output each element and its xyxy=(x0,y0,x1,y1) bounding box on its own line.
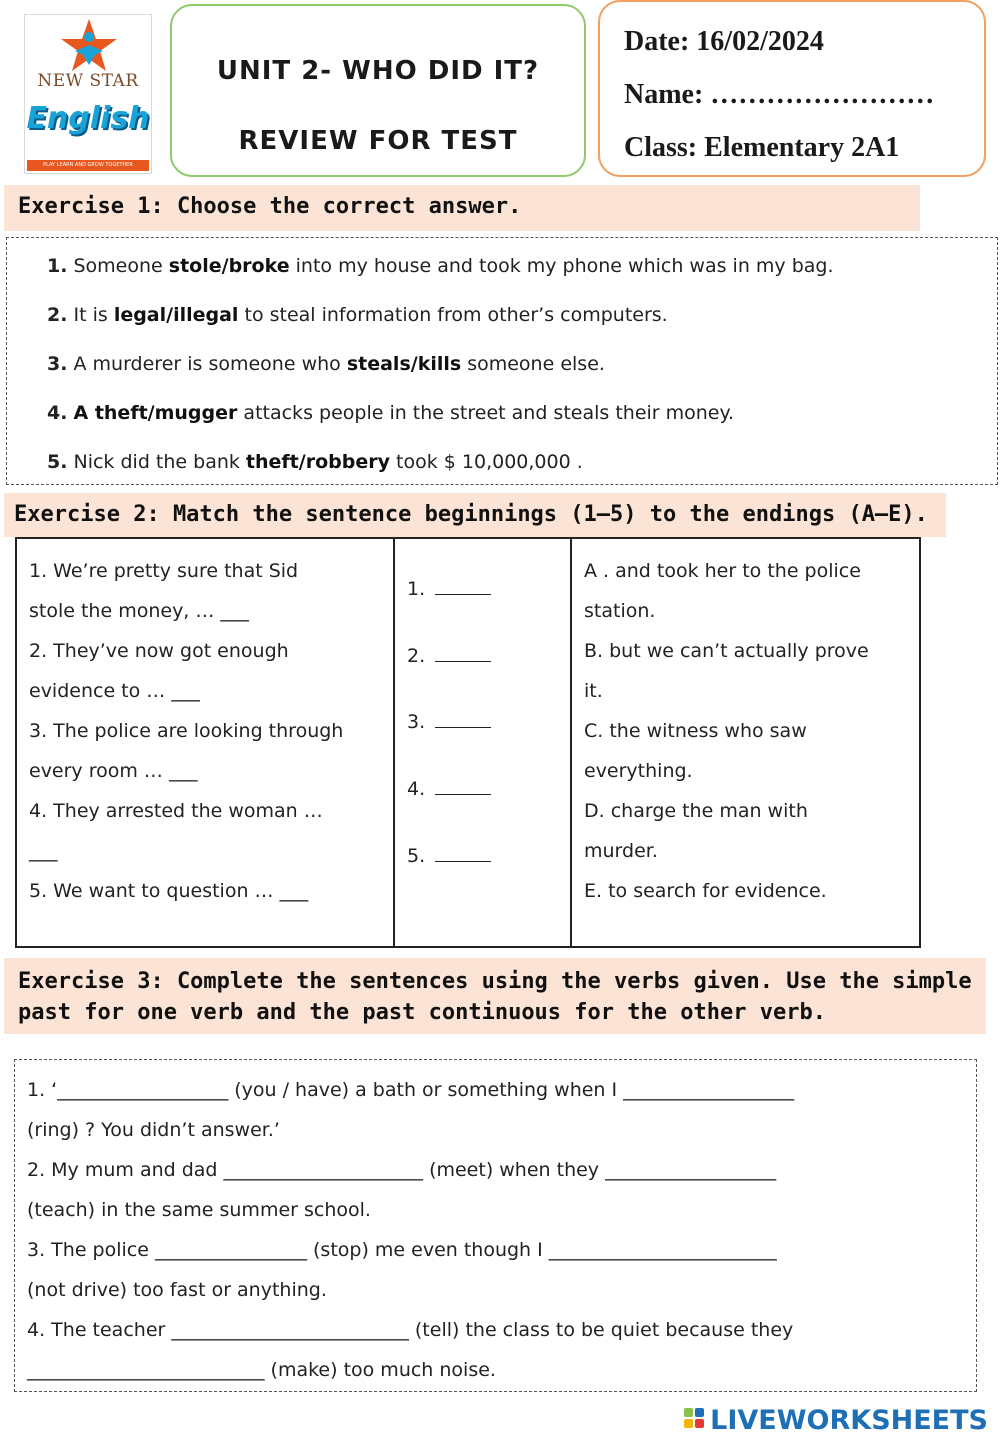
fill-in-line: (ring) ? You didn’t answer.’ xyxy=(27,1119,280,1141)
beginning-line: 2. They’ve now got enough xyxy=(29,640,289,662)
fill-in-line[interactable]: 1. ‘__________________ (you / have) a bath or something when I __________________ xyxy=(27,1079,795,1101)
logo-text-english: English xyxy=(26,101,150,136)
exercise-1-item[interactable]: 4. A theft/mugger attacks people in the street and steals their money. xyxy=(47,402,735,424)
exercise-1-box xyxy=(6,237,998,485)
fill-in-line[interactable]: 4. The teacher _________________________ (tell) the class to be quiet because they xyxy=(27,1319,794,1341)
name-field[interactable]: Name: …………………… xyxy=(624,79,935,110)
answer-slot[interactable]: 3. xyxy=(407,710,491,733)
answer-blank[interactable] xyxy=(435,710,491,728)
choice-options[interactable]: steals/kills xyxy=(346,353,462,375)
beginning-line: 4. They arrested the woman … xyxy=(29,800,323,822)
class-field: Class: Elementary 2A1 xyxy=(624,132,900,163)
page-subtitle: REVIEW FOR TEST xyxy=(238,126,518,156)
liveworksheets-brand xyxy=(684,1402,988,1438)
ending-line: B. but we can’t actually prove xyxy=(584,640,869,662)
ending-line: it. xyxy=(584,680,603,702)
sentence-beginnings xyxy=(29,551,384,911)
column-divider xyxy=(393,539,395,946)
exercise-3-heading-line: Exercise 3: Complete the sentences using the verbs given. Use the simple xyxy=(18,969,972,994)
beginning-line: stole the money, … ___ xyxy=(29,600,249,622)
sentence-endings xyxy=(584,551,914,911)
logo-tagline: PLAY LEARN AND GROW TOGETHER xyxy=(27,160,149,171)
fill-in-line[interactable]: _________________________ (make) too much noise. xyxy=(27,1359,496,1381)
title-box xyxy=(170,4,586,177)
answer-slot[interactable]: 2. xyxy=(407,644,491,667)
choice-options[interactable]: A theft/mugger xyxy=(73,402,238,424)
student-info-box xyxy=(598,0,986,177)
exercise-1-item[interactable]: 1. Someone stole/broke into my house and took my phone which was in my bag. xyxy=(47,255,834,277)
fill-in-line: (teach) in the same summer school. xyxy=(27,1199,371,1221)
date-field: Date: 16/02/2024 xyxy=(624,26,824,57)
choice-options[interactable]: theft/robbery xyxy=(245,451,390,473)
new-star-english-logo xyxy=(24,14,152,174)
answer-slot[interactable]: 1. xyxy=(407,577,491,600)
exercise-1-item[interactable]: 2. It is legal/illegal to steal information from other’s computers. xyxy=(47,304,668,326)
exercise-2-heading: Exercise 2: Match the sentence beginnings (1–5) to the endings (A–E). xyxy=(4,493,946,537)
exercise-1-item[interactable]: 5. Nick did the bank theft/robbery took $ 10,000,000 . xyxy=(47,451,583,473)
exercise-1-heading: Exercise 1: Choose the correct answer. xyxy=(4,185,920,231)
fill-in-line: (not drive) too fast or anything. xyxy=(27,1279,327,1301)
logo-text-new-star: NEW STAR xyxy=(37,71,139,91)
answer-blank[interactable] xyxy=(435,844,491,862)
exercise-3-heading xyxy=(4,958,986,1034)
choice-options[interactable]: legal/illegal xyxy=(113,304,239,326)
exercise-1-item[interactable]: 3. A murderer is someone who steals/kills someone else. xyxy=(47,353,605,375)
ending-line: E. to search for evidence. xyxy=(584,880,827,902)
exercise-3-box xyxy=(14,1059,977,1392)
beginning-line: 1. We’re pretty sure that Sid xyxy=(29,560,299,582)
matching-table xyxy=(15,537,921,948)
beginning-line: every room … ___ xyxy=(29,760,198,782)
choice-options[interactable]: stole/broke xyxy=(168,255,290,277)
beginning-line: ___ xyxy=(29,840,58,862)
answer-slot[interactable]: 4. xyxy=(407,777,491,800)
page-title: UNIT 2- WHO DID IT? xyxy=(216,56,540,86)
ending-line: everything. xyxy=(584,760,693,782)
liveworksheets-icon xyxy=(684,1408,706,1432)
liveworksheets-text: LIVEWORKSHEETS xyxy=(710,1404,988,1436)
answer-blank[interactable] xyxy=(435,644,491,662)
beginning-line: 5. We want to question … ___ xyxy=(29,880,309,902)
ending-line: station. xyxy=(584,600,656,622)
ending-line: A . and took her to the police xyxy=(584,560,861,582)
fill-in-line[interactable]: 3. The police ________________ (stop) me even though I ________________________ xyxy=(27,1239,777,1261)
ending-line: D. charge the man with xyxy=(584,800,808,822)
answer-blank[interactable] xyxy=(435,777,491,795)
answer-slot[interactable]: 5. xyxy=(407,844,491,867)
ending-line: murder. xyxy=(584,840,658,862)
ending-line: C. the witness who saw xyxy=(584,720,807,742)
beginning-line: evidence to … ___ xyxy=(29,680,200,702)
beginning-line: 3. The police are looking through xyxy=(29,720,344,742)
exercise-3-heading-line: past for one verb and the past continuous for the other verb. xyxy=(18,1000,826,1025)
fill-in-line[interactable]: 2. My mum and dad _____________________ (meet) when they __________________ xyxy=(27,1159,777,1181)
column-divider xyxy=(570,539,572,946)
answer-blank[interactable] xyxy=(435,577,491,595)
exercise-3-sentences xyxy=(27,1070,967,1390)
